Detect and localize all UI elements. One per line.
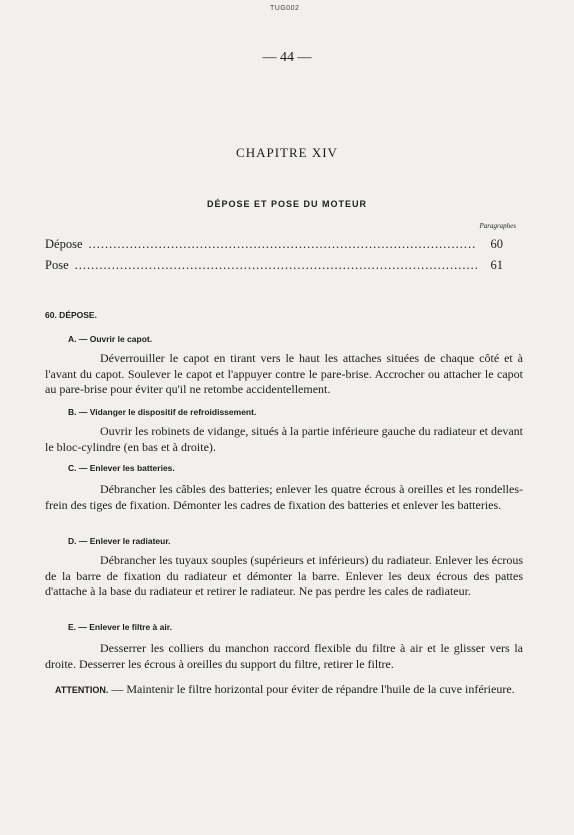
- attention-note: [45, 682, 523, 699]
- toc-entry-number: 60: [490, 237, 503, 251]
- step-text: Ouvrir les robinets de vidange, situés à la partie inférieure gauche du radiateur et devant le bloc-cylindre (en bas et à droite).: [45, 424, 523, 454]
- step-text: Débrancher les tuyaux souples (supérieurs et inférieurs) du radiateur. Enlever les écrous de la barre de fixation du radiateur et démonter la barre. Enlever les deux écrous des pattes d'attache à la base du radiateur et retirer le radiateur. Ne pas perdre les cales de radiateur.: [45, 553, 523, 598]
- toc-entry: [45, 258, 503, 273]
- step-heading: B. — Vidanger le dispositif de refroidissement.: [68, 407, 257, 417]
- page-number: — 44 —: [262, 50, 312, 65]
- step-heading: C. — Enlever les batteries.: [68, 463, 175, 473]
- page-reference-mark: TUG002: [270, 5, 300, 12]
- toc-entry-label: Dépose: [45, 237, 83, 251]
- toc-leader-dots: [75, 258, 477, 273]
- step-heading: E. — Enlever le filtre à air.: [68, 622, 172, 632]
- step-text: Débrancher les câbles des batteries; enlever les quatre écrous à oreilles et les rondelles-frein des tiges de fixation. Démonter les cadres de fixation des batteries et enlever les batteries.: [45, 482, 523, 512]
- attention-text: — Maintenir le filtre horizontal pour éviter de répandre l'huile de la cuve inférieure.: [111, 682, 515, 696]
- attention-label: ATTENTION.: [55, 685, 109, 695]
- section-heading: 60. DÉPOSE.: [45, 310, 97, 320]
- chapter-title: CHAPITRE XIV: [236, 145, 338, 160]
- toc-entry-label: Pose: [45, 258, 69, 272]
- paragraphes-column-label: Paragraphes: [479, 222, 516, 230]
- chapter-subtitle: DÉPOSE ET POSE DU MOTEUR: [206, 199, 368, 209]
- step-heading: A. — Ouvrir le capot.: [68, 334, 153, 344]
- step-heading: D. — Enlever le radiateur.: [68, 536, 171, 546]
- toc-entry: [45, 237, 503, 252]
- step-text: Déverrouiller le capot en tirant vers le haut les attaches situées de chaque côté et à l'avant du capot. Soulever le capot et l'appuyer contre le pare-brise. Accrocher ou attacher le capot au pare-brise pour éviter qu'il ne retombe accidentellement.: [45, 351, 523, 396]
- toc-entry-number: 61: [490, 258, 503, 272]
- toc-leader-dots: [89, 237, 478, 252]
- step-text: Desserrer les colliers du manchon raccord flexible du filtre à air et le glisser vers la droite. Desserrer les écrous à oreilles du support du filtre, retirer le filtre.: [45, 641, 523, 671]
